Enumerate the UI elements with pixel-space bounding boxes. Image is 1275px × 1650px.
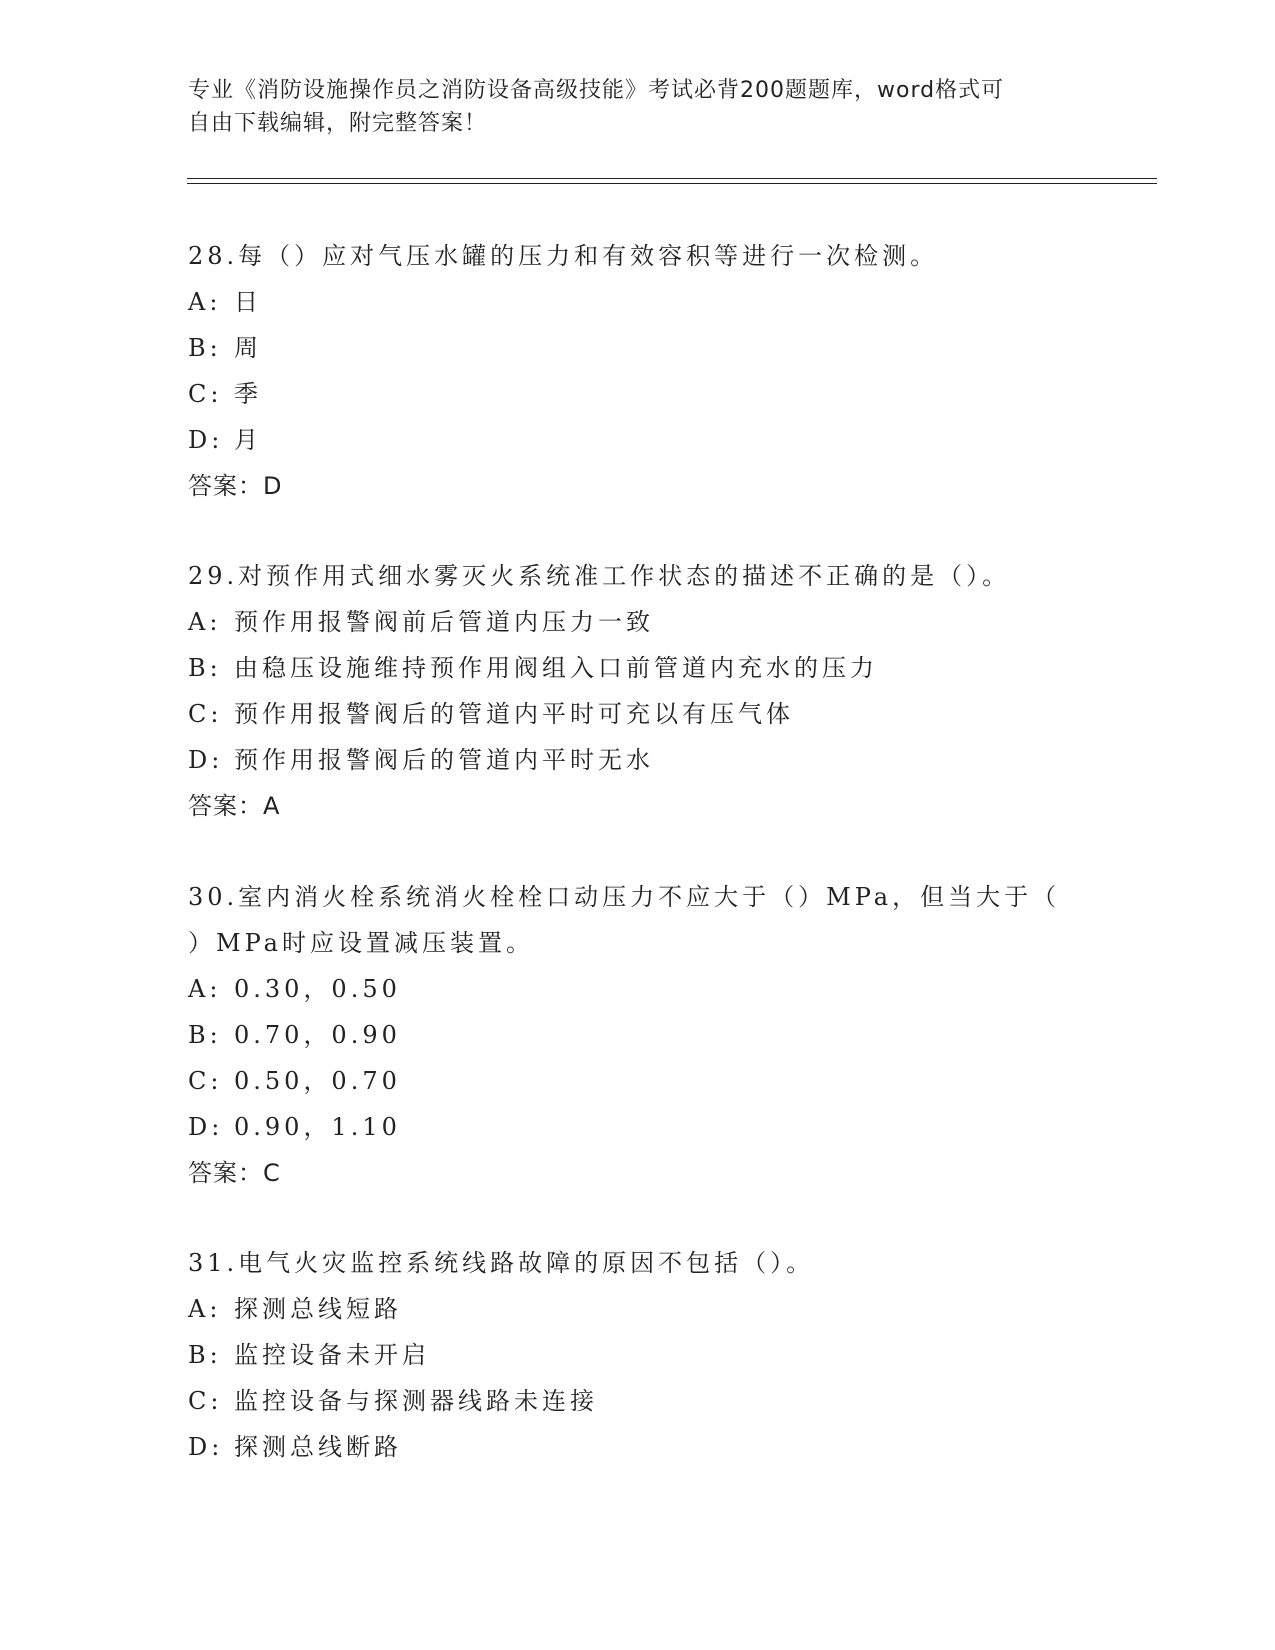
option-c [188, 371, 1088, 417]
option-key: D: [188, 1113, 224, 1141]
option-key: A: [188, 608, 222, 636]
question-stem: 28.每（）应对气压水罐的压力和有效容积等进行一次检测。 [188, 242, 939, 270]
option-text: 预作用报警阀后的管道内平时无水 [234, 746, 654, 774]
option-b [188, 1332, 1088, 1378]
option-a [188, 966, 1088, 1012]
option-text: 0.30，0.50 [234, 975, 401, 1003]
question-stem-line-2: ）MPa时应设置减压装置。 [188, 929, 534, 957]
document-header [188, 74, 1088, 140]
option-d [188, 1104, 1088, 1150]
option-text: 监控设备与探测器线路未连接 [234, 1387, 598, 1415]
option-text: 监控设备未开启 [234, 1341, 430, 1369]
option-a [188, 279, 1088, 325]
option-c [188, 1378, 1088, 1424]
option-key: A: [188, 975, 222, 1003]
option-key: B: [188, 1341, 222, 1369]
option-key: D: [188, 1433, 224, 1461]
question-29 [188, 553, 1088, 829]
answer-line: 答案：A [188, 792, 281, 820]
answer-line: 答案：D [188, 472, 283, 500]
option-text: 季 [234, 380, 262, 408]
option-b [188, 645, 1088, 691]
header-divider-bottom [187, 183, 1157, 184]
option-d [188, 737, 1088, 783]
option-a [188, 1286, 1088, 1332]
option-key: D: [188, 426, 224, 454]
option-key: B: [188, 654, 222, 682]
option-text: 探测总线断路 [234, 1433, 402, 1461]
option-d [188, 1424, 1088, 1470]
question-30 [188, 874, 1088, 1196]
option-text: 0.90，1.10 [234, 1113, 401, 1141]
option-text: 由稳压设施维持预作用阀组入口前管道内充水的压力 [234, 654, 878, 682]
option-text: 月 [234, 426, 262, 454]
header-title-line-1: 专业《消防设施操作员之消防设备高级技能》考试必背200题题库，word格式可 [188, 78, 1005, 103]
option-key: C: [188, 1067, 223, 1095]
option-text: 0.50，0.70 [234, 1067, 401, 1095]
option-key: A: [188, 288, 222, 316]
option-key: D: [188, 746, 224, 774]
option-b [188, 325, 1088, 371]
question-stem: 31.电气火灾监控系统线路故障的原因不包括（）。 [188, 1249, 815, 1277]
header-divider-top [187, 178, 1157, 179]
question-28 [188, 233, 1088, 509]
option-b [188, 1012, 1088, 1058]
option-text: 预作用报警阀后的管道内平时可充以有压气体 [234, 700, 794, 728]
header-title-line-2: 自由下载编辑，附完整答案！ [188, 111, 488, 136]
option-text: 周 [234, 334, 262, 362]
option-key: B: [188, 1021, 222, 1049]
answer-line: 答案：C [188, 1159, 281, 1187]
option-c [188, 691, 1088, 737]
question-stem: 29.对预作用式细水雾灭火系统准工作状态的描述不正确的是（）。 [188, 562, 1011, 590]
option-key: C: [188, 700, 223, 728]
option-key: C: [188, 1387, 223, 1415]
option-key: C: [188, 380, 223, 408]
option-key: B: [188, 334, 222, 362]
question-31 [188, 1240, 1088, 1470]
option-a [188, 599, 1088, 645]
option-text: 探测总线短路 [234, 1295, 402, 1323]
option-key: A: [188, 1295, 222, 1323]
option-text: 预作用报警阀前后管道内压力一致 [234, 608, 654, 636]
option-d [188, 417, 1088, 463]
option-text: 0.70，0.90 [234, 1021, 401, 1049]
option-text: 日 [234, 288, 262, 316]
option-c [188, 1058, 1088, 1104]
question-stem-line-1: 30.室内消火栓系统消火栓栓口动压力不应大于（）MPa，但当大于（ [188, 883, 1061, 911]
